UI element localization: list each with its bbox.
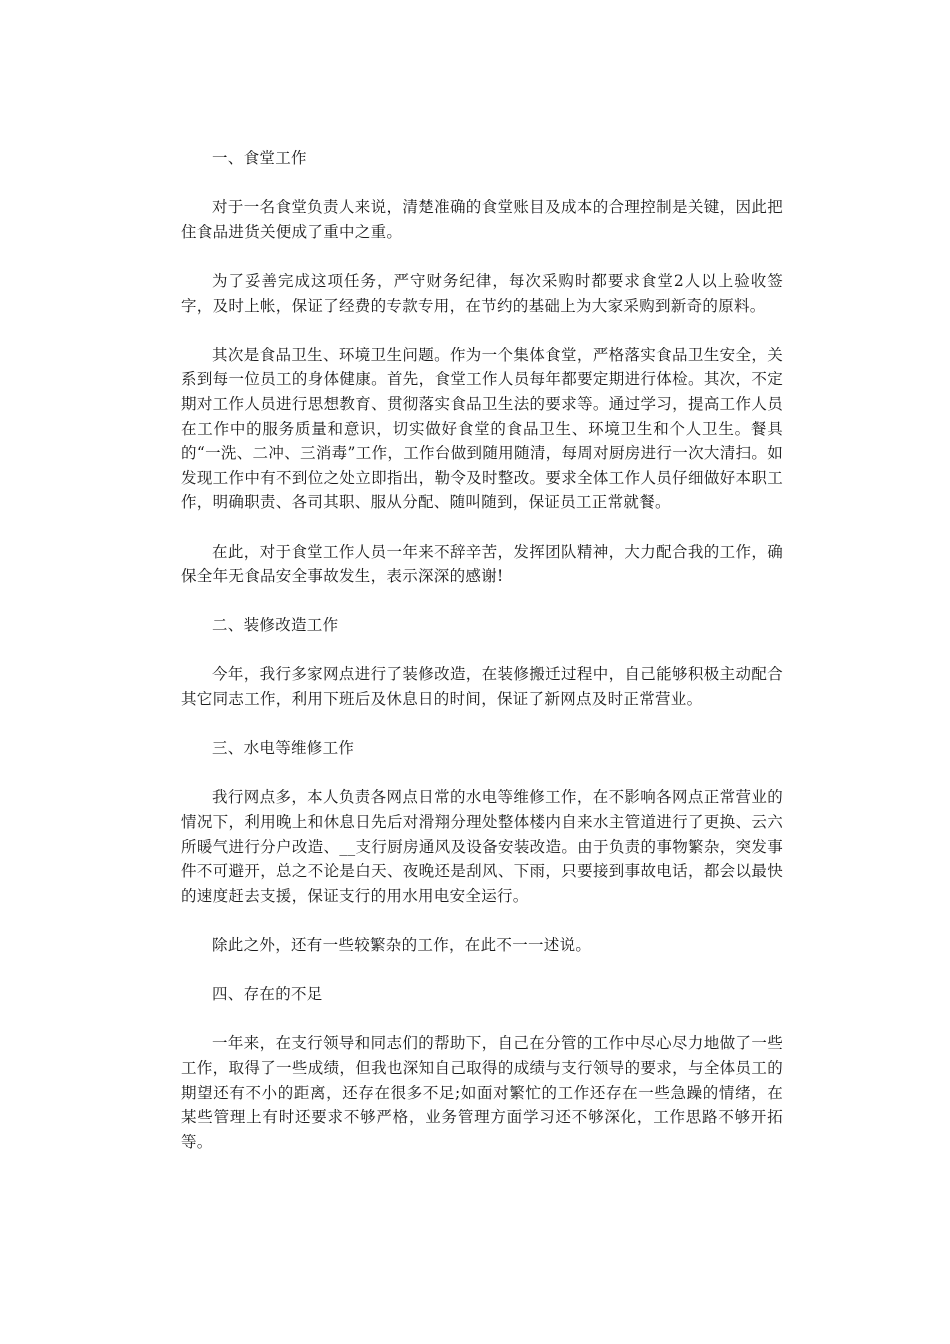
spacer <box>181 712 783 737</box>
paragraph: 在此，对于食堂工作人员一年来不辞辛苦，发挥团队精神，大力配合我的工作，确保全年无食品安全事故发生，表示深深的感谢! <box>181 542 783 586</box>
document-body <box>181 146 783 1154</box>
spacer <box>181 171 783 196</box>
spacer <box>181 589 783 614</box>
paragraph: 对于一名食堂负责人来说，清楚准确的食堂账目及成本的合理控制是关键，因此把住食品进货关便成了重中之重。 <box>181 198 783 241</box>
paragraph: 其次是食品卫生、环境卫生问题。作为一个集体食堂，严格落实食品卫生安全，关系到每一位员工的身体健康。首先，食堂工作人员每年都要定期进行体检。其次，不定期对工作人员进行思想教育、贯彻落实食品卫生法的要求等。通过学习，提高工作人员在工作中的服务质量和意识，切实做好食堂的食品卫生、环境卫生和个人卫生。餐具的“一洗、二冲、三消毒”工作，工作台做到随用随清，每周对厨房进行一次大清扫。如发现工作中有不到位之处立即指出，勒令及时整改。要求全体工作人员仔细做好本职工作，明确职责、各司其职、服从分配、随叫随到，保证员工正常就餐。 <box>181 345 783 512</box>
section-heading-renovation: 二、装修改造工作 <box>212 616 339 635</box>
spacer <box>181 958 783 983</box>
spacer <box>181 638 783 663</box>
section-heading-maintenance: 三、水电等维修工作 <box>212 739 355 758</box>
paragraph: 除此之外，还有一些较繁杂的工作，在此不一一述说。 <box>212 936 592 954</box>
spacer <box>181 244 783 269</box>
spacer <box>181 908 783 933</box>
paragraph: 我行网点多，本人负责各网点日常的水电等维修工作，在不影响各网点正常营业的情况下，利用晚上和休息日先后对滑翔分理处整体楼内自来水主管道进行了更换、云六所暖气进行分户改造、__支行厨房通风及设备安装改造。由于负责的事物繁杂，突发事件不可避开，总之不论是白天、夜晚还是刮风、下雨，只要接到事故电话，都会以最快的速度赶去支援，保证支行的用水用电安全运行。 <box>181 788 783 905</box>
section-heading-shortcomings: 四、存在的不足 <box>212 985 323 1004</box>
paragraph: 一年来，在支行领导和同志们的帮助下，自己在分管的工作中尽心尽力地做了一些工作，取得了一些成绩，但我也深知自己取得的成绩与支行领导的要求，与全体员工的期望还有不小的距离，还存在很多不足;如面对繁忙的工作还存在一些急躁的情绪，在某些管理上有时还要求不够严格，业务管理方面学习还不够深化，工作思路不够开拓等。 <box>181 1034 783 1151</box>
spacer <box>181 318 783 343</box>
spacer <box>181 1007 783 1032</box>
spacer <box>181 515 783 540</box>
spacer <box>181 761 783 786</box>
paragraph: 今年，我行多家网点进行了装修改造，在装修搬迁过程中，自己能够积极主动配合其它同志工作，利用下班后及休息日的时间，保证了新网点及时正常营业。 <box>181 665 783 709</box>
paragraph: 为了妥善完成这项任务，严守财务纪律，每次采购时都要求食堂2人以上验收签字，及时上帐，保证了经费的专款专用，在节约的基础上为大家采购到新奇的原料。 <box>181 271 783 315</box>
section-heading-canteen: 一、食堂工作 <box>212 149 307 167</box>
